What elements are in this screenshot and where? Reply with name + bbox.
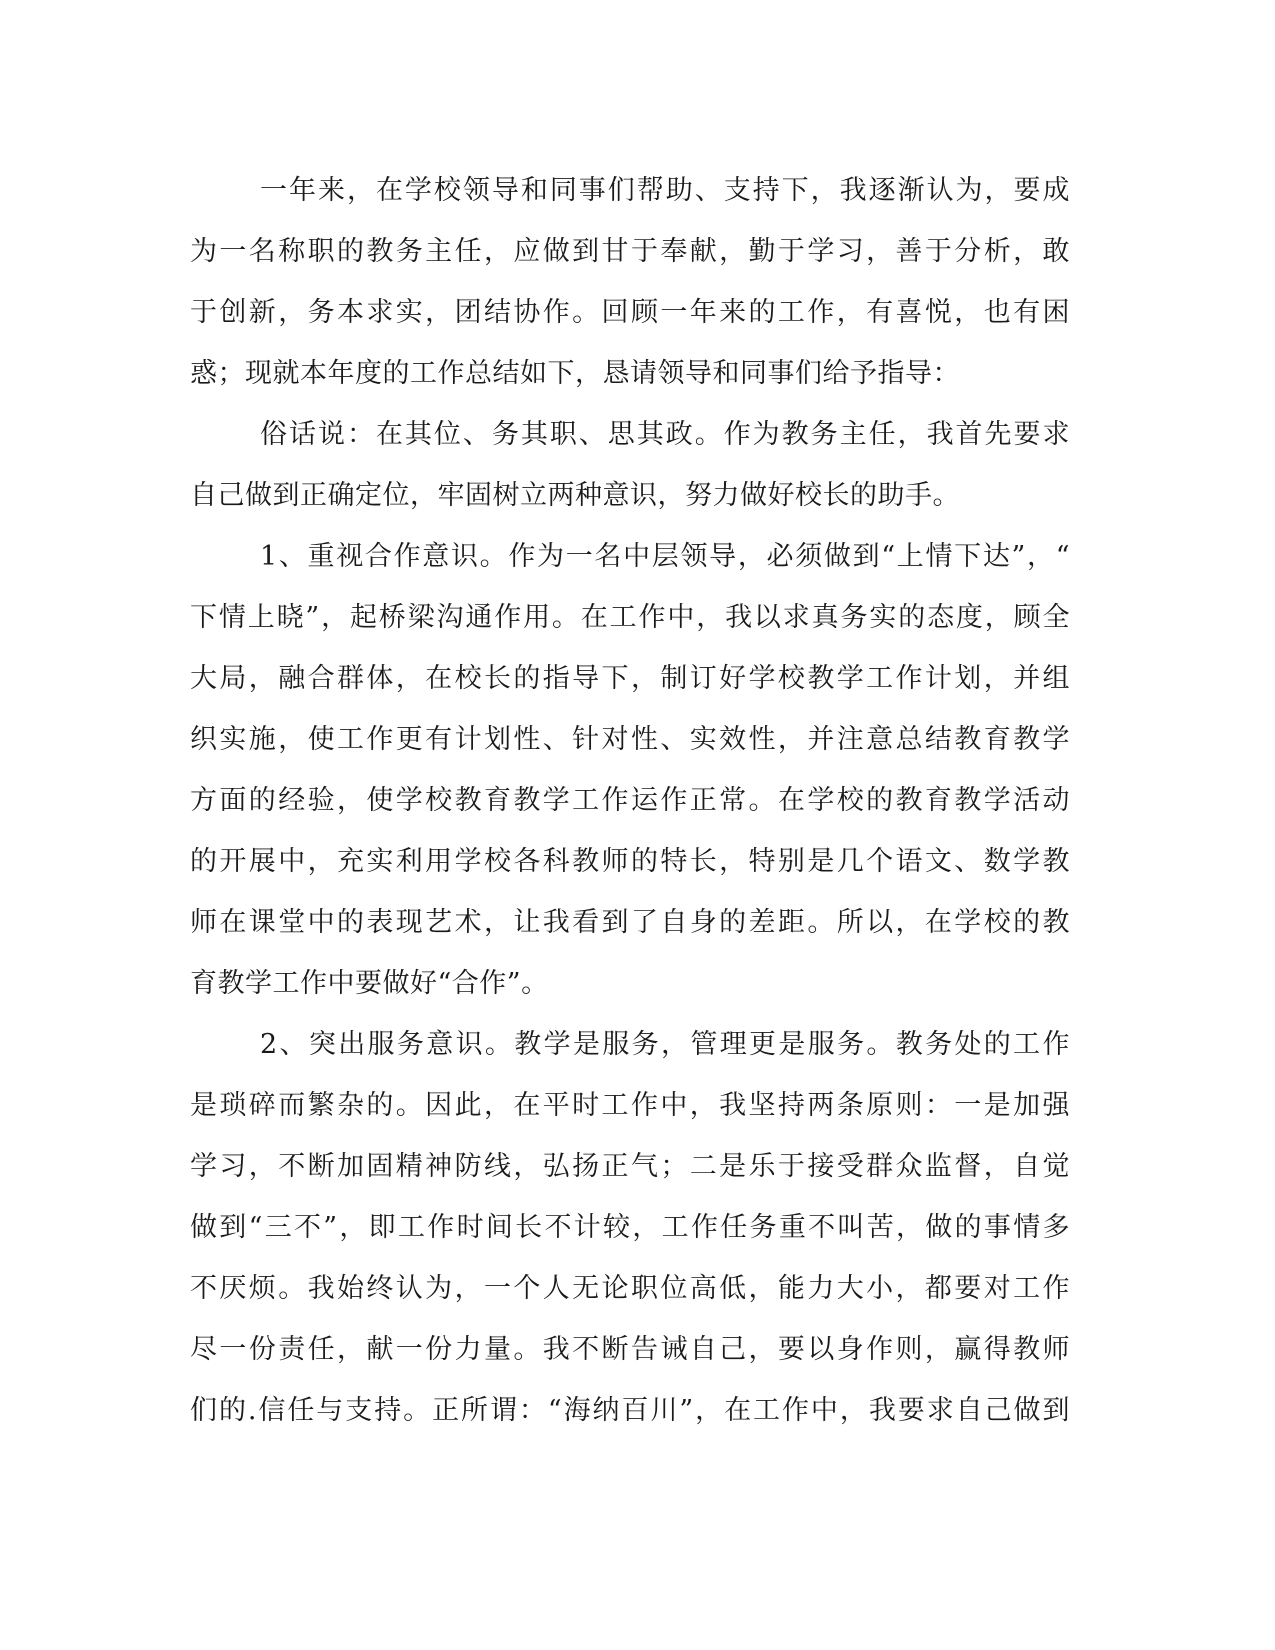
paragraph-line: 大局，融合群体，在校长的指导下，制订好学校教学工作计划，并组 [190,663,1070,694]
paragraph-line: 自己做到正确定位，牢固树立两种意识，努力做好校长的助手。 [190,480,960,511]
paragraph-line: 为一名称职的教务主任，应做到甘于奉献，勤于学习，善于分析，敢 [190,236,1070,267]
paragraph-line: 1、重视合作意识。作为一名中层领导，必须做到“上情下达”，“ [260,541,1070,572]
paragraph-line: 育教学工作中要做好“合作”。 [190,968,549,999]
paragraph-line: 2、突出服务意识。教学是服务，管理更是服务。教务处的工作 [260,1029,1070,1060]
paragraph-line: 俗话说：在其位、务其职、思其政。作为教务主任，我首先要求 [260,419,1070,450]
paragraph-line: 于创新，务本求实，团结协作。回顾一年来的工作，有喜悦，也有困 [190,297,1070,328]
paragraph-line: 学习，不断加固精神防线，弘扬正气；二是乐于接受群众监督，自觉 [190,1151,1070,1182]
paragraph-line: 们的.信任与支持。正所谓：“海纳百川”，在工作中，我要求自己做到 [190,1395,1070,1426]
paragraph-line: 师在课堂中的表现艺术，让我看到了自身的差距。所以，在学校的教 [190,907,1070,938]
paragraph-line: 是琐碎而繁杂的。因此，在平时工作中，我坚持两条原则：一是加强 [190,1090,1070,1121]
paragraph-line: 不厌烦。我始终认为，一个人无论职位高低，能力大小，都要对工作 [190,1273,1070,1304]
paragraph-line: 下情上晓”，起桥梁沟通作用。在工作中，我以求真务实的态度，顾全 [190,602,1070,633]
paragraph-line: 织实施，使工作更有计划性、针对性、实效性，并注意总结教育教学 [190,724,1070,755]
paragraph-line: 做到“三不”，即工作时间长不计较，工作任务重不叫苦，做的事情多 [190,1212,1070,1243]
paragraph-line: 的开展中，充实利用学校各科教师的特长，特别是几个语文、数学教 [190,846,1070,877]
body-text [190,160,1070,1441]
paragraph-line: 尽一份责任，献一份力量。我不断告诫自己，要以身作则，赢得教师 [190,1334,1070,1365]
paragraph-line: 惑；现就本年度的工作总结如下，恳请领导和同事们给予指导： [190,358,960,389]
paragraph-line: 一年来，在学校领导和同事们帮助、支持下，我逐渐认为，要成 [260,175,1070,206]
paragraph-line: 方面的经验，使学校教育教学工作运作正常。在学校的教育教学活动 [190,785,1070,816]
